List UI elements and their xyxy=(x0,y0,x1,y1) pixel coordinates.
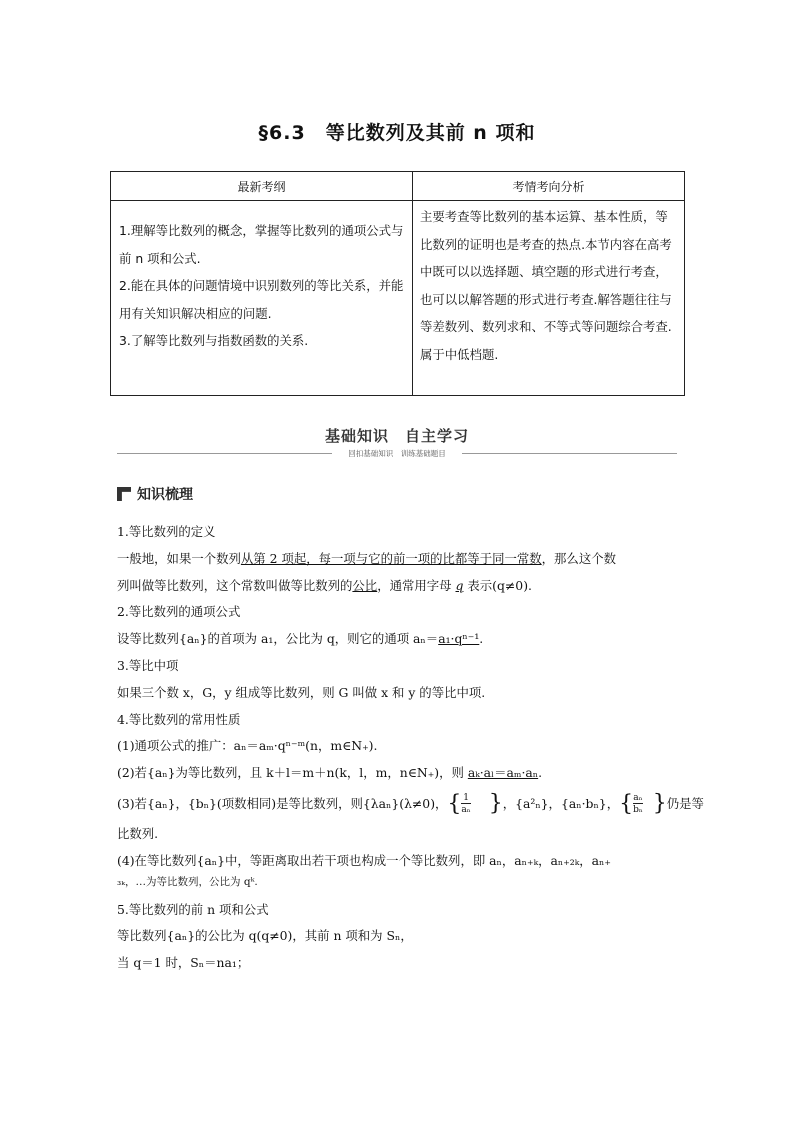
analysis-text: 主要考查等比数列的基本运算、基本性质，等比数列的证明也是考查的热点.本节内容在高考中既可以以选择题、填空题的形式进行考查，也可以以解答题的形式进行考查.解答题往往与等差数列、数列求和、不等式等问题综合考查.属于中低档题. xyxy=(420,209,672,362)
square-icon xyxy=(117,487,131,501)
text: 一般地，如果一个数列 xyxy=(117,550,241,566)
outline-table xyxy=(110,171,685,396)
text: (3)若{aₙ}，{bₙ}(项数相同)是等比数列，则{λaₙ}(λ≠0)， xyxy=(117,795,448,811)
text: 列叫做等比数列，这个常数叫做等比数列的 xyxy=(117,577,353,593)
fraction xyxy=(633,793,643,815)
header-latest-syllabus: 最新考纲 xyxy=(111,172,413,201)
brace: } xyxy=(488,791,503,817)
fraction xyxy=(461,793,470,815)
paragraph: 当 q＝1 时，Sₙ＝na₁； xyxy=(117,955,250,971)
brace: { xyxy=(447,791,462,817)
paragraph xyxy=(117,573,679,600)
analysis-cell xyxy=(413,201,685,396)
paragraph: 等比数列{aₙ}的公比为 q(q≠0)，其前 n 项和为 Sₙ， xyxy=(117,928,413,944)
syllabus-cell xyxy=(111,201,413,396)
underlined-text: q xyxy=(455,577,464,593)
section-banner-title: 基础知识 自主学习 xyxy=(324,427,469,445)
syllabus-item: 2.能在具体的问题情境中识别数列的等比关系，并能用有关知识解决相应的问题. xyxy=(119,278,404,321)
underlined-formula: aₖ·aₗ＝aₘ·aₙ xyxy=(467,765,539,781)
paragraph: ₃ₖ，…为等比数列，公比为 qᵏ. xyxy=(117,875,258,888)
subsection-title: 知识梳理 xyxy=(137,487,193,503)
header-exam-analysis: 考情考向分析 xyxy=(413,172,685,201)
underlined-text: 从第 2 项起，每一项与它的前一项的比都等于同一常数 xyxy=(240,550,542,566)
paragraph xyxy=(117,787,704,821)
content-body xyxy=(117,519,704,977)
text: . xyxy=(479,631,484,647)
denominator: bₙ xyxy=(633,805,643,816)
section-banner-subtitle-row xyxy=(117,448,677,460)
heading-properties: 4.等比数列的常用性质 xyxy=(117,711,241,727)
text: ，那么这个数 xyxy=(541,550,616,566)
text: ，通常用字母 xyxy=(377,577,456,593)
divider xyxy=(462,453,677,454)
numerator: aₙ xyxy=(633,793,643,804)
text: 仍是等 xyxy=(666,795,704,811)
brace: { xyxy=(619,791,634,817)
text: . xyxy=(538,765,543,781)
text: (2)若{aₙ}为等比数列，且 k＋l＝m＋n(k，l，m，n∈N₊)，则 xyxy=(117,765,468,781)
paragraph: 如果三个数 x，G，y 组成等比数列，则 G 叫做 x 和 y 的等比中项. xyxy=(117,684,486,700)
numerator: 1 xyxy=(463,793,469,804)
text: 设等比数列{aₙ}的首项为 a₁，公比为 q，则它的通项 aₙ＝ xyxy=(117,631,439,647)
subsection-heading xyxy=(117,484,193,504)
paragraph xyxy=(117,760,679,787)
syllabus-item: 3.了解等比数列与指数函数的关系. xyxy=(119,333,309,348)
underlined-text: 公比 xyxy=(352,577,378,593)
paragraph: (4)在等比数列{aₙ}中，等距离取出若干项也构成一个等比数列，即 aₙ，aₙ₊ₖ，aₙ₊₂ₖ，aₙ₊ xyxy=(117,852,611,868)
paragraph: (1)通项公式的推广：aₙ＝aₘ·qⁿ⁻ᵐ(n，m∈N₊). xyxy=(117,738,378,754)
underlined-formula: a₁·qⁿ⁻¹ xyxy=(438,631,480,647)
denominator: aₙ xyxy=(461,805,471,816)
heading-geometric-mean: 3.等比中项 xyxy=(117,657,179,673)
paragraph: 比数列. xyxy=(117,825,159,841)
syllabus-item: 1.理解等比数列的概念，掌握等比数列的通项公式与前 n 项和公式. xyxy=(119,223,404,266)
heading-general-term: 2.等比数列的通项公式 xyxy=(117,604,241,620)
brace: } xyxy=(652,791,667,817)
text: 表示(q≠0). xyxy=(463,577,532,593)
section-banner-subtitle: 回扣基础知识 训练基础题目 xyxy=(348,449,446,458)
page-title: §6.3 等比数列及其前 n 项和 xyxy=(258,122,536,144)
paragraph xyxy=(117,626,679,653)
heading-definition: 1.等比数列的定义 xyxy=(117,524,216,539)
heading-sum-formula: 5.等比数列的前 n 项和公式 xyxy=(117,901,269,917)
paragraph xyxy=(117,546,679,573)
text: ，{a²ₙ}，{aₙ·bₙ}， xyxy=(502,795,620,811)
